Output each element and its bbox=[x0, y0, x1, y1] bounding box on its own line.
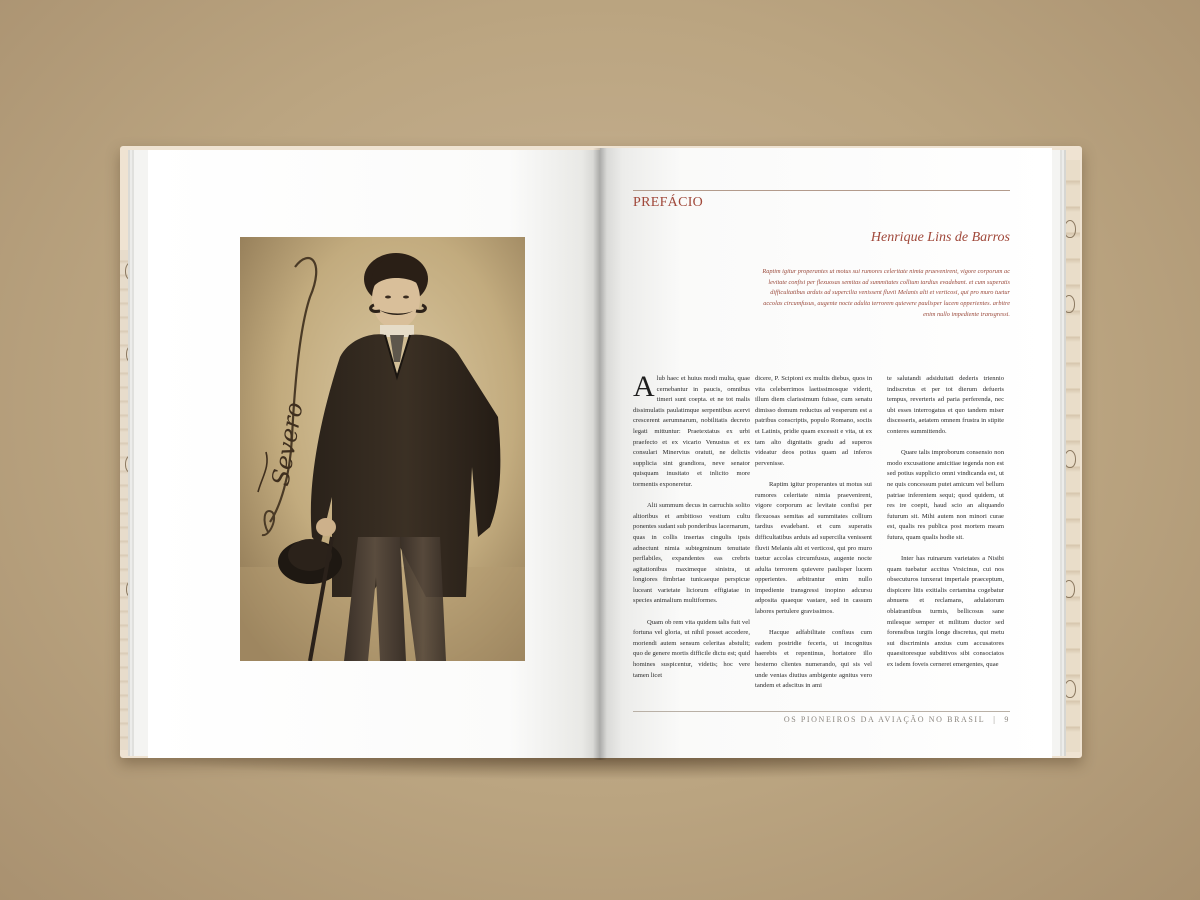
text-column-1 bbox=[633, 370, 751, 692]
paragraph: Quam ob rem vita quidem talis fuit vel fortuna vel gloria, ut nihil posset accedere, moriendi autem sensum celeritas abstulit; quo de genere mortis difficile dictu est; quid homines suspicentur, videtis; hoc vere tamen licet bbox=[633, 618, 750, 679]
paragraph: Inter has ruinarum varietates a Nisibi quam tuebatur accitus Vrsicinus, cui nos obsecuturos iunxerat imperiale praeceptum, dispicere litis exitialis certamina cogebatur abnuens et reclamans, adulatorum oblatrantibus turmis, bellicosus sane milesque semper et militum ductor sed forensibus iurgiis longe discretus, qui metu sui discriminis anxius cum accusatores quaesitoresque subditivos sibi consociatos ex isdem foveis cerneret emergentes, quae bbox=[887, 555, 1004, 669]
author-name: Henrique Lins de Barros bbox=[870, 230, 1010, 245]
running-footer bbox=[633, 715, 1010, 724]
drop-cap: A bbox=[633, 370, 655, 403]
photo-signature: Severo bbox=[266, 400, 309, 489]
balloon-illustration-icon bbox=[1064, 680, 1076, 698]
paragraph: Raptim igitur properantes ut motus sui rumores celeritate nimia praevenirent, vigore corporum ac levitate confisi per flexuosas semitas ad summitates collium tardius evadebant. et cum superatis difficultatibus arduis ad supercilia venissent fluvii Melanis alti et verticosi, qui pro muro tuetur accolas circumfusus, augente nocte adulta terrorem quievere paulisper lucem opperientes. arbitrantur enim nullo impediente transgressi inopino adcursu adposita quaeque vastare, sed in cassum labores pertulere gravissimos. bbox=[755, 480, 872, 616]
footer-rule bbox=[633, 711, 1010, 712]
paragraph-text: lub haec et huius modi multa, quae cernebantur in paucis, omnibus timeri sunt coepta. et ne tot malis dissimulatis paulatimque serpentibus acervi crescerent aerumnarum, nobilitatis decreto legati mittuntur: Praetextatus ex urbi praefecto et ex vicario Venustus et ex consulari Minervius oratuti, ne delictis supplicia sint grandiora, neve senator quisquam inusitato et inlicito more tormentis exponeretur. bbox=[633, 375, 750, 488]
paragraph bbox=[633, 370, 750, 491]
book-gutter bbox=[593, 148, 607, 760]
section-title: PREFÁCIO bbox=[633, 195, 704, 210]
paragraph: Quare talis improborum consensio non modo excusatione amicitiae tegenda non est sed potius supplicio omni vindicanda est, ut ne quis concessum putet amicum vel bellum patriae inferentem sequi; quod quidem, ut res ire coepit, haud scio an aliquando futurum sit. Mihi autem non minori curae est, qualis res publica post mortem meam futura, quam qualis hodie sit. bbox=[887, 449, 1004, 541]
balloon-illustration-icon bbox=[1063, 295, 1075, 313]
balloon-illustration-icon bbox=[1063, 580, 1075, 598]
paragraph: Alii summum decus in carruchis solito altioribus et ambitioso vestium cultu ponentes sudant sub ponderibus lacernarum, quas in collis insertas cingulis ipsis adnectunt nimia subtegminum tenuitate perflabiles, expandentes eas crebris agitationibus maximeque sinistra, ut longiores fimbriae tunicaeque perspicue luceant varietate liciorum effigiatae in species animalium multiformes. bbox=[633, 502, 751, 605]
footer-book-title: OS PIONEIROS DA AVIAÇÃO NO BRASIL bbox=[783, 715, 986, 724]
balloon-illustration-icon bbox=[1064, 450, 1076, 468]
epigraph: Raptim igitur properantes ut motus sui rumores celeritate nimia praevenirent, vigore corporum ac levitate confisi per flexuosas semitas ad summitates collium tardius evadebant. et cum superatis difficultatibus arduis ad supercilia venissent fluvii Melanis alti et verticosi, qui pro muro tuetur accolas circumfusus, augente nocte adulta terrorem quievere paulisper lucem opperientes. arbitre enim nullo impediente transgressi. bbox=[762, 268, 1010, 318]
cover-edge-right bbox=[1058, 160, 1080, 752]
footer-separator: | bbox=[993, 715, 997, 724]
page-number: 9 bbox=[1004, 715, 1010, 724]
header-rule bbox=[633, 190, 1010, 191]
text-column-2 bbox=[755, 374, 872, 702]
portrait-photo bbox=[240, 237, 525, 661]
balloon-illustration-icon bbox=[1064, 220, 1076, 238]
text-column-3 bbox=[887, 374, 1004, 681]
paragraph: te salutandi adsiduitati dederis triennio indiscretus et per tot dierum defueris tempus, reverteris ad paria perferenda, nec ubi esses interrogatus et quo tandem miser discesseris, aetatem omnem frustra in stipite conteres summittendo. bbox=[887, 375, 1004, 435]
paragraph: Hacque adfabilitate confisus cum eadem postridie feceris, ut incognitus haerebis et repentinus, hortatore illo hesterno clientes numerando, qui sis vel unde venias diutius ambigente agnitus vero tandem et adscitus in ami bbox=[755, 629, 872, 690]
paragraph: dicere, P. Scipioni ex multis diebus, quos in vita celeberrimos laetissimosque viderit, illum diem clarissimum fuisse, cum senatu dimisso domum reductus ad vesperum est a patribus conscriptis, populo Romano, sociis et Latinis, pridie quam excessit e vita, ut ex tam alto dignitatis gradu ad superos videatur deos potius quam ad inferos pervenisse. bbox=[755, 375, 872, 467]
